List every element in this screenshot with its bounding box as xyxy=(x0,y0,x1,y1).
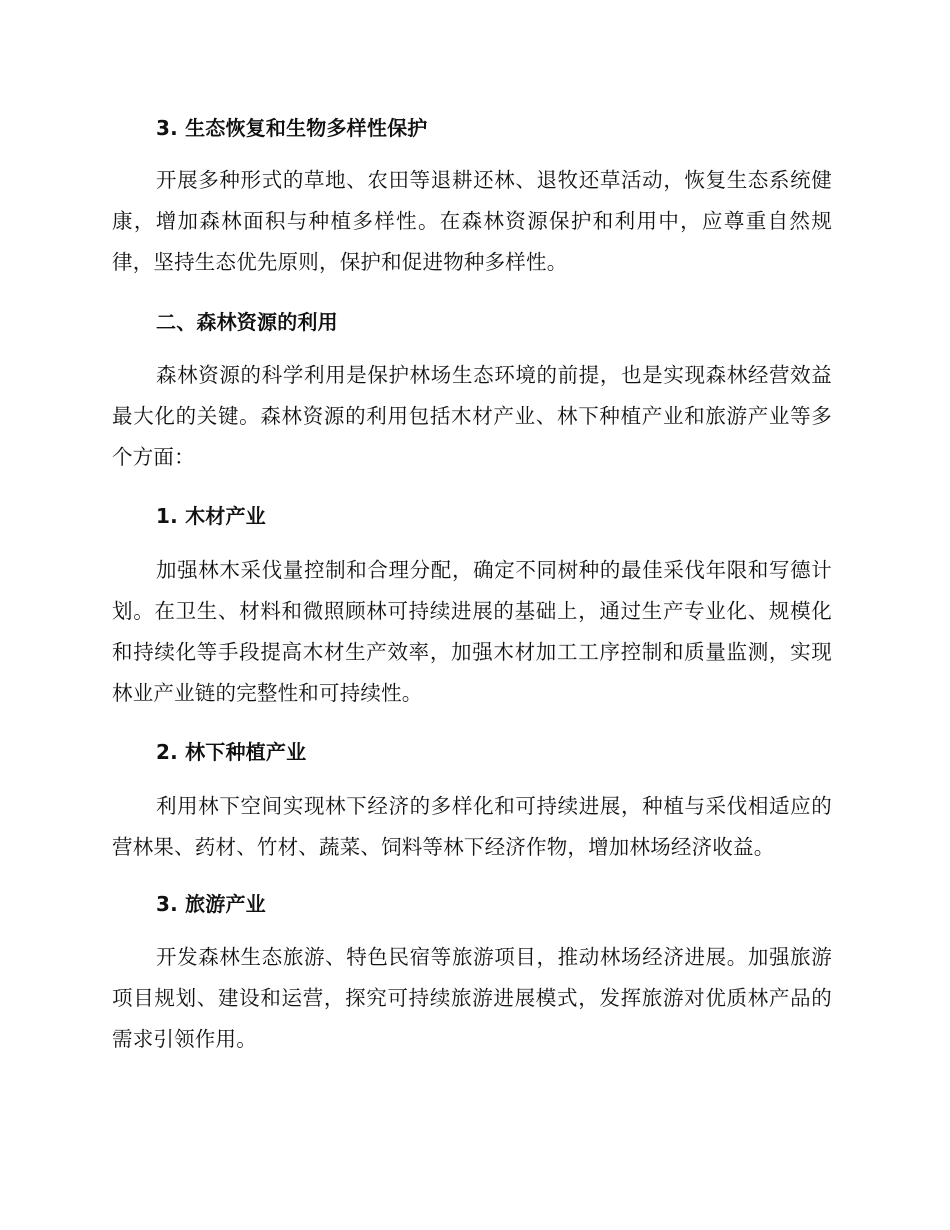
section-heading-tourism-industry: 3. 旅游产业 xyxy=(156,892,266,916)
paragraph-tourism-industry: 开发森林生态旅游、特色民宿等旅游项目，推动林场经济进展。加强旅游项目规划、建设和运营，探究可持续旅游进展模式，发挥旅游对优质林产品的需求引领作用。 xyxy=(112,945,832,1051)
paragraph-ecological-restoration: 开展多种形式的草地、农田等退耕还林、退牧还草活动，恢复生态系统健康，增加森林面积与种植多样性。在森林资源保护和利用中，应尊重自然规律，坚持生态优先原则，保护和促进物种多样性。 xyxy=(112,168,832,274)
section-heading-forest-utilization: 二、森林资源的利用 xyxy=(156,310,338,334)
paragraph-timber-industry: 加强林木采伐量控制和合理分配，确定不同树种的最佳采伐年限和写德计划。在卫生、材料和微照顾林可持续进展的基础上，通过生产专业化、规模化和持续化等手段提高木材生产效率，加强木材加工工序控制和质量监测，实现林业产业链的完整性和可持续性。 xyxy=(112,558,832,705)
section-heading-timber-industry: 1. 木材产业 xyxy=(156,504,266,528)
section-heading-ecological-restoration: 3. 生态恢复和生物多样性保护 xyxy=(156,116,428,140)
paragraph-forest-utilization: 森林资源的科学利用是保护林场生态环境的前提，也是实现森林经营效益最大化的关键。森林资源的利用包括木材产业、林下种植产业和旅游产业等多个方面： xyxy=(112,363,832,469)
paragraph-understory-planting: 利用林下空间实现林下经济的多样化和可持续进展，种植与采伐相适应的营林果、药材、竹材、蔬菜、饲料等林下经济作物，增加林场经济收益。 xyxy=(112,794,832,859)
section-heading-understory-planting: 2. 林下种植产业 xyxy=(156,740,307,764)
